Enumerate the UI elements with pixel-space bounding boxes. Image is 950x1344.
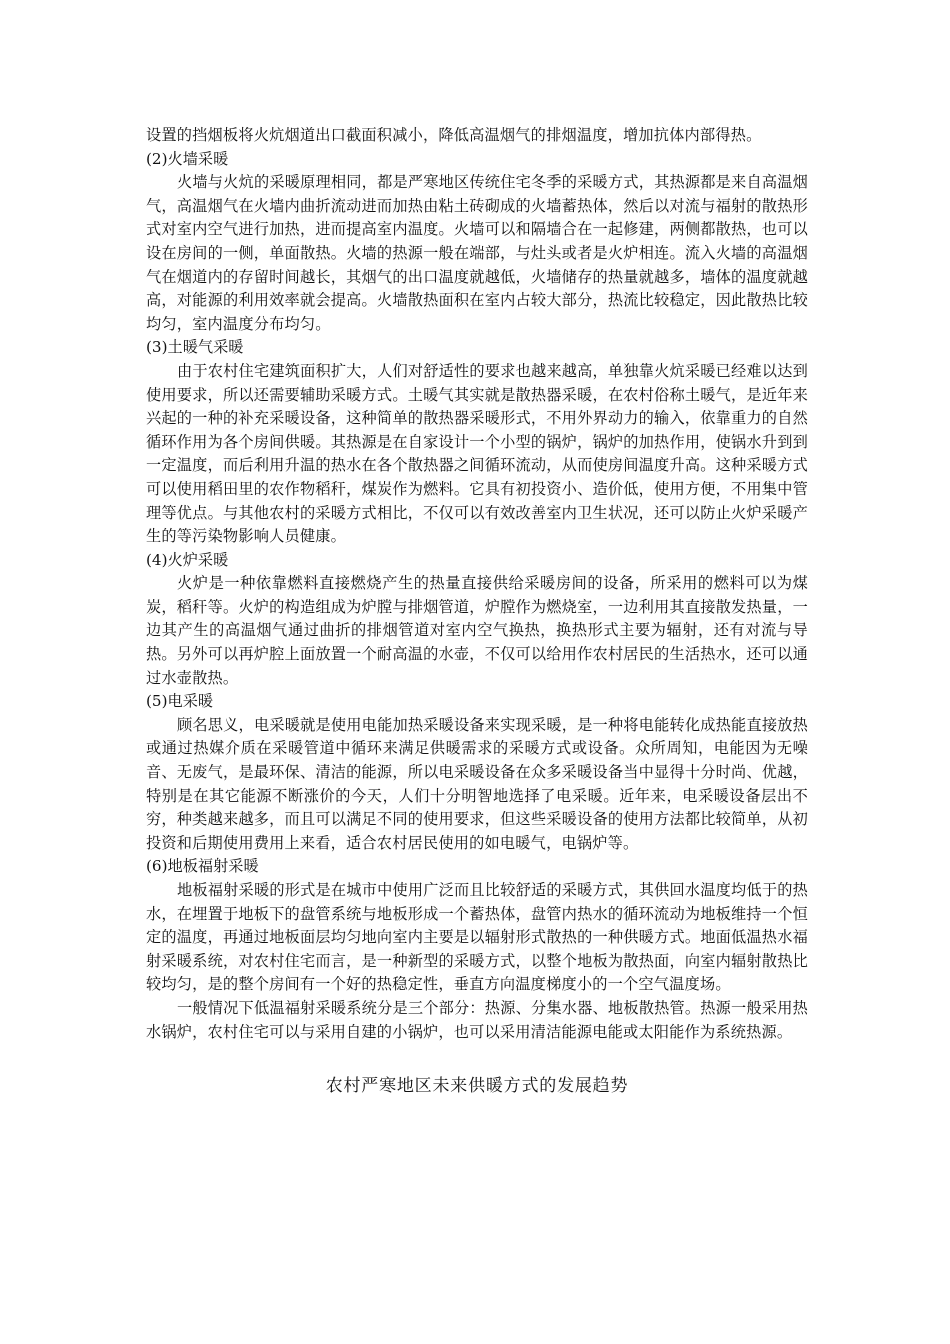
paragraph-floor-radiant-2: 一般情况下低温福射采暖系统分是三个部分：热源、分集水器、地板散热管。热源一般采用热水锅炉，农村住宅可以与采用自建的小锅炉，也可以采用清洁能源电能或太阳能作为系统热源。	[146, 998, 808, 1041]
heading-earth-radiator: (3)土暖气采暖	[146, 338, 244, 357]
paragraph-electric: 顾名思义，电采暖就是使用电能加热采暖设备来实现采暖，是一种将电能转化成热能直接放热或通过热媒介质在采暖管道中循环来满足供暖需求的采暖方式或设备。众所周知，电能因为无噪音、无废气，是最环保、清洁的能源，所以电采暖设备在众多采暖设备当中显得十分时尚、优越，特别是在其它能源不断涨价的今天，人们十分明智地选择了电采暖。近年来，电采暖设备层出不穷，种类越来越多，而且可以满足不同的使用要求，但这些采暖设备的使用方法都比较简单，从初投资和后期使用费用上来看，适合农村居民使用的如电暖气，电锅炉等。	[146, 715, 808, 852]
heading-stove: (4)火炉采暖	[146, 550, 229, 569]
paragraph-stove: 火炉是一种依靠燃料直接燃烧产生的热量直接供给采暖房间的设备，所采用的燃料可以为煤炭，稻秆等。火炉的构造组成为炉膛与排烟管道，炉膛作为燃烧室，一边利用其直接散发热量，一边其产生的高温烟气通过曲折的排烟管道对室内空气换热，换热形式主要为辐射，还有对流与导热。另外可以再炉腔上面放置一个耐高温的水壶，不仅可以给用作农村居民的生活热水，还可以通过水壶散热。	[146, 574, 808, 687]
paragraph-floor-radiant-1: 地板福射采暖的形式是在城市中使用广泛而且比较舒适的采暖方式，其供回水温度均低于的热水，在埋置于地板下的盘管系统与地板形成一个蓄热体，盘管内热水的循环流动为地板维持一个恒定的温度，再通过地板面层均匀地向室内主要是以辐射形式散热的一种供暖方式。地面低温热水福射采暖系统，对农村住宅而言，是一种新型的采暖方式，以整个地板为散热面，向室内辐射散热比较均匀，是的整个房间有一个好的热稳定性，垂直方向温度梯度小的一个空气温度场。	[146, 881, 808, 994]
section-title: 农村严寒地区未来供暖方式的发展趋势	[325, 1076, 629, 1097]
lead-paragraph: 设置的挡烟板将火炕烟道出口截面积减小，降低高温烟气的排烟温度，增加抗体内部得热。	[146, 126, 762, 144]
heading-fire-wall: (2)火墙采暖	[146, 149, 229, 168]
paragraph-earth-radiator: 由于农村住宅建筑面积扩大，人们对舒适性的要求也越来越高，单独靠火炕采暖已经难以达到使用要求，所以还需要辅助采暖方式。土暖气其实就是散热器采暖，在农村俗称土暖气，是近年来兴起的一种的补充采暖设备，这种简单的散热器采暖形式，不用外界动力的输入，依靠重力的自然循环作用为各个房间供暖。其热源是在自家设计一个小型的锅炉，锅炉的加热作用，使锅水升到到一定温度，而后利用升温的热水在各个散热器之间循环流动，从而使房间温度升高。这种采暖方式可以使用稻田里的农作物稻秆，煤炭作为燃料。它具有初投资小、造价低，使用方便，不用集中管理等优点。与其他农村的采暖方式相比，不仅可以有效改善室内卫生状况，还可以防止火炉采暖产生的等污染物影响人员健康。	[146, 361, 808, 546]
heading-floor-radiant: (6)地板福射采暖	[146, 857, 259, 876]
paragraph-fire-wall: 火墙与火炕的采暖原理相同，都是严寒地区传统住宅冬季的采暖方式，其热源都是来自高温烟气，高温烟气在火墙内曲折流动进而加热由粘土砖砌成的火墙蓄热体，然后以对流与福射的散热形式对室内空气进行加热，进而提高室内温度。火墙可以和隔墙合在一起修建，两侧都散热，也可以设在房间的一侧，单面散热。火墙的热源一般在端部，与灶头或者是火炉相连。流入火墙的高温烟气在烟道内的存留时间越长，其烟气的出口温度就越低，火墙储存的热量就越多，墙体的温度就越高，对能源的利用效率就会提高。火墙散热面积在室内占较大部分，热流比较稳定，因此散热比较均匀，室内温度分布均匀。	[146, 173, 808, 333]
heading-electric: (5)电采暖	[146, 692, 214, 711]
document-page	[146, 124, 808, 1099]
